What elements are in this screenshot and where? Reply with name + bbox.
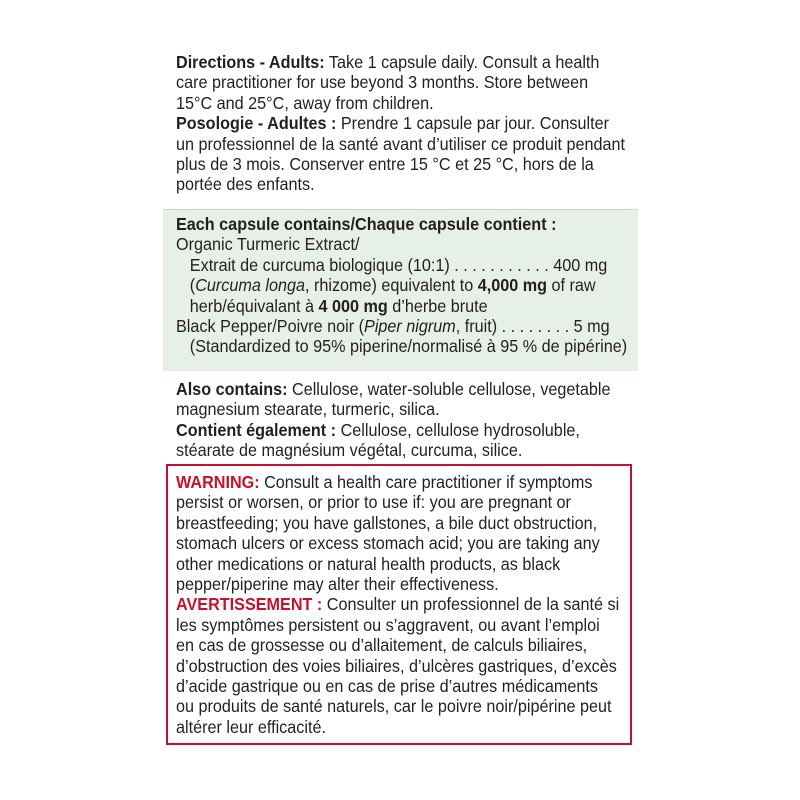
- text-fragment: herb/équivalant à: [189, 295, 319, 316]
- turmeric-equivalent-fr: 4 000 mg: [318, 295, 388, 316]
- directions-fr-line: portée des enfants.: [176, 174, 315, 195]
- directions-fr-line: plus de 3 mois. Conserver entre 15 °C et 25 °C, hors de la: [176, 154, 594, 175]
- pepper-standardization-line: (Standardized to 95% piperine/normalisé à 95 % de pipérine): [189, 336, 628, 357]
- also-en-line: magnesium stearate, turmeric, silica.: [176, 399, 440, 420]
- warning-en-heading: WARNING:: [176, 472, 260, 492]
- warning-fr-line: d’obstruction des voies biliaires, d’ulcères gastriques, d’excès: [176, 655, 617, 676]
- text-fragment: , fruit) . . . . . . . . 5 mg: [455, 316, 610, 337]
- warning-fr-text: Consulter un professionnel de la santé si: [322, 594, 620, 615]
- text-fragment: , rhizome) equivalent to: [304, 275, 478, 296]
- non-medicinal-ingredients-section: [176, 379, 611, 461]
- directions-en-line: 15°C and 25°C, away from children.: [176, 92, 434, 113]
- text-fragment: of raw: [546, 275, 596, 296]
- turmeric-equivalent-en: 4,000 mg: [477, 275, 547, 296]
- black-pepper-line: [176, 316, 627, 336]
- warning-fr-line: ou produits de santé naturels, car le poivre noir/pipérine peut: [176, 696, 612, 717]
- also-en-heading: Also contains:: [176, 379, 288, 399]
- ingredients-panel-divider: [163, 209, 638, 210]
- warning-fr-line: les symptômes persistent ou s’aggravent, ou avant l’emploi: [176, 614, 600, 635]
- directions-en-line: care practitioner for use beyond 3 months. Store between: [176, 72, 589, 93]
- warning-fr-line: [176, 594, 619, 614]
- warning-en-line: [176, 472, 619, 492]
- warning-fr-line: en cas de grossesse ou d’allaitement, de calculs biliaires,: [176, 635, 588, 656]
- text-fragment: Black Pepper/Poivre noir (: [176, 316, 365, 337]
- turmeric-latin-name: Curcuma longa: [195, 275, 305, 296]
- ingredients-heading-text: Each capsule contains/Chaque capsule contient :: [176, 214, 557, 234]
- warning-en-text: Consult a health care practitioner if symptoms: [259, 472, 593, 492]
- also-en-text: Cellulose, water-soluble cellulose, vegetable: [287, 379, 611, 399]
- directions-en-heading: Directions - Adults:: [176, 52, 325, 72]
- pepper-latin-name: Piper nigrum: [364, 316, 456, 337]
- warning-en-line: persist or worsen, or prior to use if: you are pregnant or: [176, 492, 571, 513]
- directions-section: [176, 52, 625, 195]
- text-fragment: (: [189, 275, 196, 296]
- directions-fr-line: un professionnel de la santé avant d’utiliser ce produit pendant: [176, 133, 626, 154]
- turmeric-name: Organic Turmeric Extract/: [176, 234, 360, 255]
- also-fr-line: [176, 420, 611, 440]
- warning-en-line: other medications or natural health products, as black: [176, 553, 561, 574]
- warning-en-line: stomach ulcers or excess stomach acid; you are taking any: [176, 533, 600, 554]
- warning-en-line: pepper/piperine may alter their effectiveness.: [176, 574, 499, 595]
- turmeric-equivalent-fr-line: [176, 296, 627, 316]
- turmeric-amount-line: Extrait de curcuma biologique (10:1) . . . . . . . . . . . 400 mg: [189, 254, 608, 275]
- warning-section: [176, 472, 619, 737]
- medicinal-ingredients-section: [176, 214, 627, 357]
- turmeric-source-line: [176, 275, 627, 295]
- directions-fr-heading: Posologie - Adultes :: [176, 113, 337, 134]
- warning-fr-line: altérer leur efficacité.: [176, 716, 326, 737]
- directions-en-line: [176, 52, 625, 72]
- also-fr-heading: Contient également :: [176, 419, 337, 440]
- also-en-line: [176, 379, 611, 399]
- warning-fr-line: d’acide gastrique ou en cas de prise d’autres médicaments: [176, 676, 598, 697]
- warning-fr-heading: AVERTISSEMENT :: [176, 594, 323, 615]
- ingredients-heading: [176, 214, 627, 234]
- also-fr-text: Cellulose, cellulose hydrosoluble,: [336, 419, 580, 440]
- directions-en-text: Take 1 capsule daily. Consult a health: [324, 52, 600, 72]
- directions-fr-line: [176, 113, 625, 133]
- text-fragment: d’herbe brute: [387, 295, 488, 316]
- warning-en-line: breastfeeding; you have gallstones, a bile duct obstruction,: [176, 512, 598, 533]
- directions-fr-text: Prendre 1 capsule par jour. Consulter: [336, 113, 610, 134]
- also-fr-line: stéarate de magnésium végétal, curcuma, silice.: [176, 440, 523, 461]
